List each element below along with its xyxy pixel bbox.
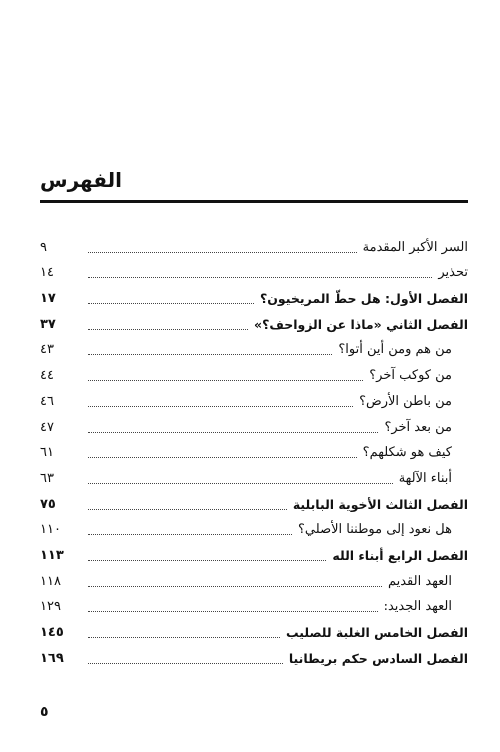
table-of-contents — [40, 232, 468, 669]
page-number: ٥ — [40, 704, 49, 720]
toc-chapter-row — [40, 617, 468, 643]
toc-page-number: ١٦٩ — [40, 650, 64, 666]
toc-entry-title: الفصل الثاني «ماذا عن الزواحف؟» — [254, 316, 468, 332]
toc-page-number: ٤٣ — [40, 342, 54, 358]
toc-entry-row — [40, 566, 468, 592]
toc-entry-title: الفصل السادس حكم بريطانيا — [288, 650, 468, 666]
toc-page-number: ٤٤ — [40, 368, 54, 384]
dot-leader — [88, 637, 280, 638]
toc-page-number: ٤٦ — [40, 393, 54, 409]
toc-page-number: ٦٣ — [40, 470, 54, 486]
dot-leader — [88, 509, 287, 510]
toc-page-number: ١١٨ — [40, 573, 61, 589]
toc-entry-title: تحذير — [438, 265, 468, 281]
toc-page-number: ٤٧ — [40, 419, 54, 435]
toc-entry-row — [40, 592, 468, 618]
toc-entry-title: من كوكب آخر؟ — [369, 368, 452, 384]
toc-entry-row — [40, 386, 468, 412]
toc-chapter-row — [40, 540, 468, 566]
dot-leader — [88, 663, 283, 664]
toc-entry-title: كيف هو شكلهم؟ — [362, 445, 452, 461]
dot-leader — [88, 380, 363, 381]
dot-leader — [88, 406, 353, 407]
toc-entry-title: من باطن الأرض؟ — [359, 393, 452, 409]
toc-page-number: ١٤٥ — [40, 625, 64, 640]
toc-entry-title: العهد القديم — [387, 573, 452, 589]
dot-leader — [88, 277, 432, 278]
dot-leader — [88, 354, 332, 355]
toc-chapter-row — [40, 643, 468, 669]
toc-entry-title: الفصل الخامس الغلبة للصليب — [286, 625, 468, 640]
dot-leader — [88, 560, 326, 561]
dot-leader — [88, 534, 292, 535]
toc-entry-title: السر الأكبر المقدمة — [362, 239, 468, 255]
dot-leader — [88, 303, 254, 304]
toc-page-number: ٣٧ — [40, 316, 56, 332]
toc-entry-title: الفصل الرابع أبناء الله — [332, 547, 468, 563]
toc-chapter-row — [40, 309, 468, 335]
toc-page-number: ١١٣ — [40, 547, 64, 563]
dot-leader — [88, 611, 378, 612]
toc-entry-title: أبناء الآلهة — [398, 470, 452, 486]
toc-page-number: ٦١ — [40, 445, 54, 461]
toc-entry-row — [40, 360, 468, 386]
toc-page-number: ١٢٩ — [40, 599, 61, 615]
toc-page-number: ١٧ — [40, 291, 56, 307]
toc-entry-title: من بعد آخر؟ — [384, 419, 452, 435]
toc-entry-row — [40, 258, 468, 284]
page-title: الفهرس — [40, 168, 123, 192]
toc-entry-title: الفصل الأول: هل حطّ المريخيون؟ — [260, 291, 468, 307]
dot-leader — [88, 457, 357, 458]
toc-entry-title: الفصل الثالث الأخوية البابلية — [292, 496, 468, 512]
toc-chapter-row — [40, 283, 468, 309]
toc-page-number: ٩ — [40, 239, 47, 255]
dot-leader — [88, 329, 248, 330]
dot-leader — [88, 432, 378, 433]
dot-leader — [88, 586, 382, 587]
toc-entry-row — [40, 438, 468, 464]
heading-divider — [40, 200, 468, 203]
toc-page-number: ١٤ — [40, 265, 54, 281]
toc-entry-title: من هم ومن أين أتوا؟ — [338, 342, 452, 358]
toc-page-number: ٧٥ — [40, 496, 56, 512]
toc-entry-title: العهد الجديد: — [383, 599, 452, 615]
dot-leader — [88, 252, 357, 253]
toc-entry-title: هل نعود إلى موطننا الأصلي؟ — [298, 522, 452, 538]
toc-entry-row — [40, 335, 468, 361]
toc-entry-row — [40, 515, 468, 541]
toc-entry-row — [40, 463, 468, 489]
toc-page-number: ١١٠ — [40, 522, 61, 538]
toc-entry-row — [40, 412, 468, 438]
toc-entry-row — [40, 232, 468, 258]
dot-leader — [88, 483, 393, 484]
toc-chapter-row — [40, 489, 468, 515]
